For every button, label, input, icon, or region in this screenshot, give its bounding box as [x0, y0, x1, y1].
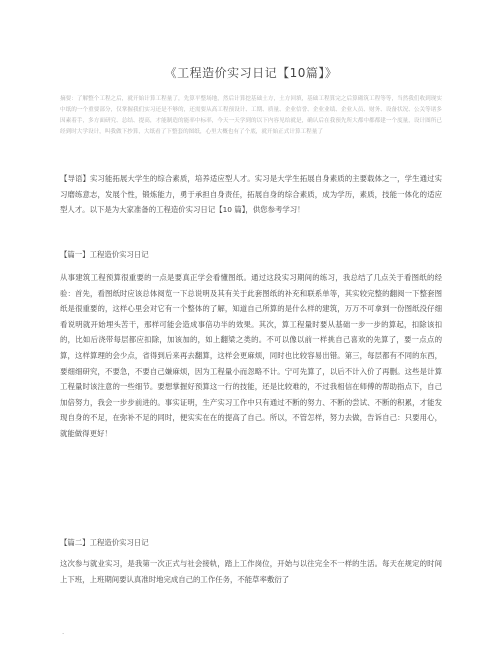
section-heading-2: 【篇二】工程造价实习日记 — [60, 538, 149, 547]
section-body-1: 从事建筑工程预算很重要的一点是要真正学会看懂图纸。通过这段实习期间的练习，我总结了几点关于看图纸的经验：首先，看图纸时应该总体阅览一下总说明及其有关于此套图纸的补充和联系单等，其实较完整的翻阅一下整套图纸是很重要的，这样心里会对它有一个整体的了解，知道自己所算的是什么样的建筑，万万不可拿到一份图纸没仔细看说明就开始埋头苦干，那样可能会造成事倍功半的效果。其次，算工程量时要从基础一步一步的算起，扣除该扣的，比如后浇带每层都应扣除，加该加的，如上翻梁之类的。不可以像以前一样挑自己喜欢的先算了，要一点点的算，这样算理的会少点，省得到后来再去翻算，这样会更麻烦，同时也比较容易出错。第三，每层都有不同的东西，要细细研究，不要急，不要自己嫌麻烦，因为工程量小而忽略不计。宁可先算了，以后不计入价了再删。这些是计算工程量时该注意的一些细节。要想掌握好预算这一行的技能，还是比较难的，不过我相信在师傅的帮助指点下，自己加倍努力，我会一步步前进的。事实证明，生产实习工作中只有通过不断的努力、不断的尝试、不断的积累，才能发现自身的不足，在弥补不足的同时，便实实在在的提高了自己。所以，不管怎样，努力去做，告诉自己：只要用心，就能做得更好！ — [60, 273, 442, 438]
section-heading-1: 【篇一】工程造价实习日记 — [60, 250, 149, 259]
document-summary: 摘要：了解整个工程之后，就开始计算工程量了，先算平整场地，然后计算挖基础土方，土方回填，基础工程算完之后算砌筑工程等等，当然我们收到现实中纸的一个重要部分，仅掌握我们实习还是不够的，还需要从高工程预设计、工期、质量、企业信誉、企业业绩、企业人员、财务、设备状况、公关等诸多因素着手，多方面研究、总结、提高，才能制造的能率中标率，今天一天学到的以下内容见给就是，确认后在我预先所大都中都都建一个度量，设计图所已经到时大学设计，叫我做下抄算，大纸看了下整套的图纸，心里大概也有了个底，就开始正式计算工程量了 — [60, 96, 442, 135]
section-body-2: 这次参与就业实习，是我第一次正式与社会接轨，踏上工作岗位，开始与以往完全不一样的生活。每天在规定的时间上下班，上班期间要认真准时地完成自己的工作任务，不能草率敷衍了 — [60, 559, 442, 584]
intro-paragraph: 【导语】实习能拓展大学生的综合素质，培养适应型人才。实习是大学生拓展自身素质的主要载体之一，学生通过实习磨练意志，发展个性，锻炼能力，勇于承担自身责任，拓展自身的综合素质，成为学历，素质，技能一体化的适应型人才。以下是为大家准备的工程造价实习日记【10 篇】，供您参考学习！ — [60, 174, 442, 215]
page-title: 《工程造价实习日记【10篇】》 — [164, 66, 338, 80]
page-mark: . — [62, 628, 65, 636]
